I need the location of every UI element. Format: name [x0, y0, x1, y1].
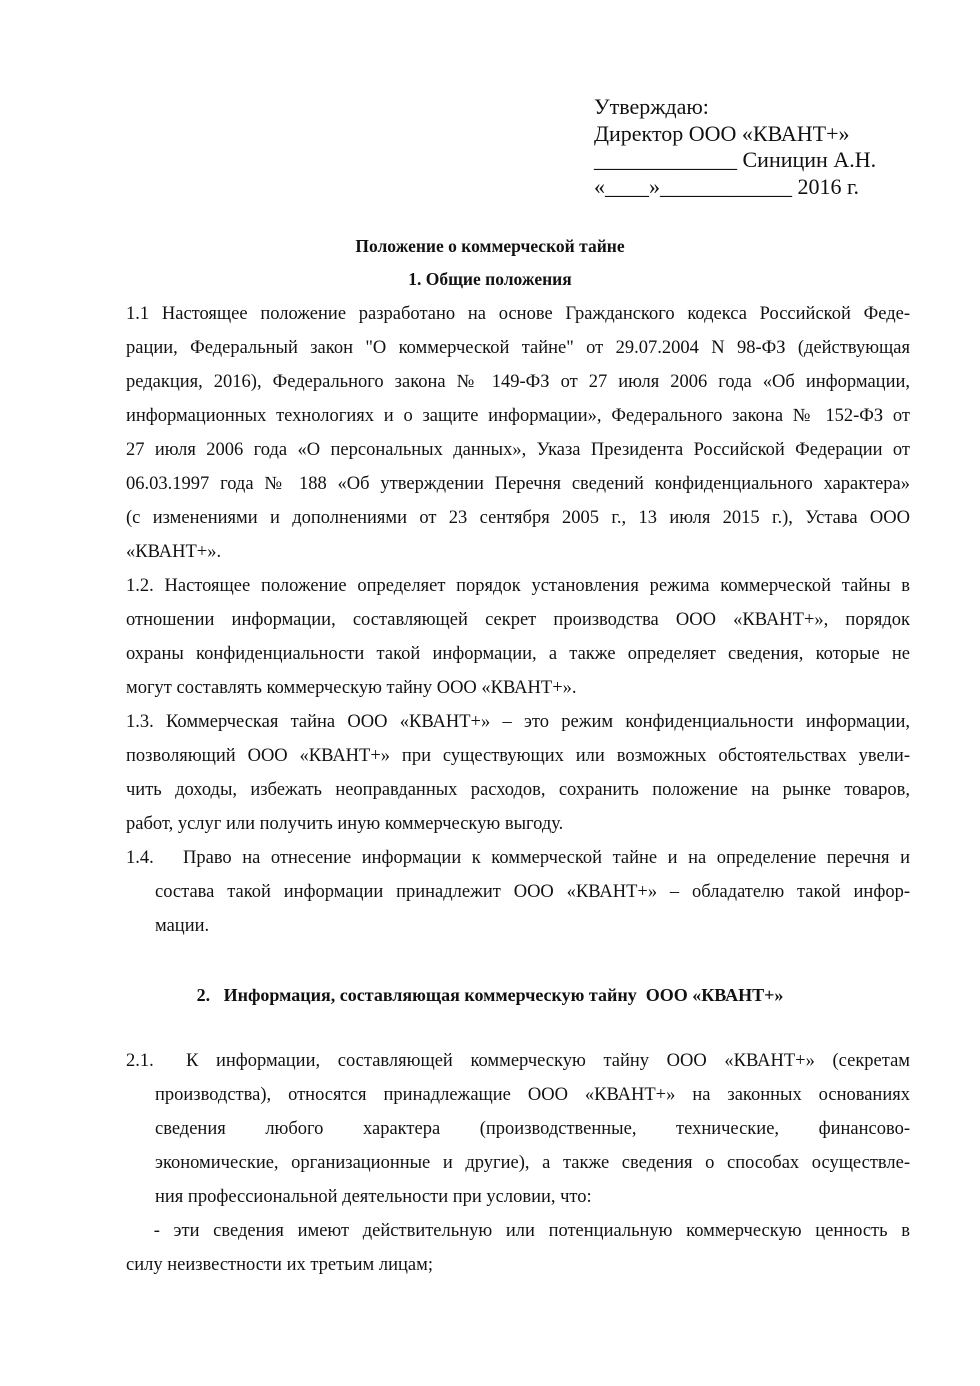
- paragraph-line: информационных технологиях и о защите информации», Федерального закона № 152-ФЗ от: [126, 406, 910, 426]
- approval-label: Утверждаю:: [594, 94, 709, 119]
- paragraph-line: работ, услуг или получить иную коммерческую выгоду.: [126, 814, 564, 834]
- paragraph-line: производства), относятся принадлежащие ООО «КВАНТ+» на законных основаниях: [155, 1085, 910, 1105]
- item-number: 1.4.: [126, 848, 154, 868]
- paragraph-line: мации.: [155, 916, 210, 936]
- section-1-heading: 1. Общие положения: [408, 269, 572, 289]
- paragraph-line: охраны конфиденциальности такой информации, а также определяет сведения, которые не: [126, 644, 910, 664]
- bullet-line: силу неизвестности их третьим лицам;: [126, 1255, 433, 1275]
- paragraph-line: 27 июля 2006 года «О персональных данных», Указа Президента Российской Федерации от: [126, 440, 910, 460]
- paragraph-line: сведения любого характера (производственные, технические, финансово-: [155, 1119, 910, 1139]
- paragraph-line: 1.2. Настоящее положение определяет порядок установления режима коммерческой тайны в: [126, 576, 910, 596]
- approval-date: «____»____________ 2016 г.: [594, 173, 860, 199]
- paragraph-line: 1.1 Настоящее положение разработано на основе Гражданского кодекса Российской Феде-: [126, 304, 910, 324]
- section-2-heading: 2. Информация, составляющая коммерческую тайну ООО «КВАНТ+»: [196, 985, 784, 1005]
- approval-position: Директор ООО «КВАНТ+»: [594, 120, 850, 146]
- approval-signature: _____________ Синицин А.Н.: [594, 147, 877, 172]
- document-title: Положение о коммерческой тайне: [355, 236, 625, 256]
- paragraph-line: редакция, 2016), Федерального закона № 149-ФЗ от 27 июля 2006 года «Об информации,: [126, 372, 910, 392]
- paragraph-line: позволяющий ООО «КВАНТ+» при существующих или возможных обстоятельствах увели-: [126, 746, 910, 766]
- approval-block: [594, 94, 876, 200]
- bullet-line: - эти сведения имеют действительную или потенциальную коммерческую ценность в: [140, 1221, 910, 1241]
- paragraph-line: (с изменениями и дополнениями от 23 сентября 2005 г., 13 июля 2015 г.), Устава ООО: [126, 508, 910, 528]
- paragraph-line: 06.03.1997 года № 188 «Об утверждении Перечня сведений конфиденциального характера»: [126, 474, 910, 494]
- paragraph-line: ния профессиональной деятельности при условии, что:: [155, 1187, 592, 1207]
- paragraph-line: 1.3. Коммерческая тайна ООО «КВАНТ+» – это режим конфиденциальности информации,: [126, 712, 910, 732]
- paragraph-line: рации, Федеральный закон "О коммерческой тайне" от 29.07.2004 N 98-ФЗ (действующая: [126, 338, 910, 358]
- paragraph-line: могут составлять коммерческую тайну ООО «КВАНТ+».: [126, 678, 577, 698]
- item-number: 2.1.: [126, 1051, 154, 1071]
- paragraph-line: состава такой информации принадлежит ООО «КВАНТ+» – обладателю такой инфор-: [155, 882, 910, 902]
- paragraph-line: Право на отнесение информации к коммерческой тайне и на определение перечня и: [183, 848, 910, 868]
- paragraph-line: «КВАНТ+».: [126, 542, 222, 562]
- paragraph-line: чить доходы, избежать неоправданных расходов, сохранить положение на рынке товаров,: [126, 780, 910, 800]
- paragraph-line: экономические, организационные и другие), а также сведения о способах осуществле-: [155, 1153, 910, 1173]
- paragraph-line: отношении информации, составляющей секрет производства ООО «КВАНТ+», порядок: [126, 610, 910, 630]
- paragraph-line: К информации, составляющей коммерческую тайну ООО «КВАНТ+» (секретам: [186, 1051, 910, 1071]
